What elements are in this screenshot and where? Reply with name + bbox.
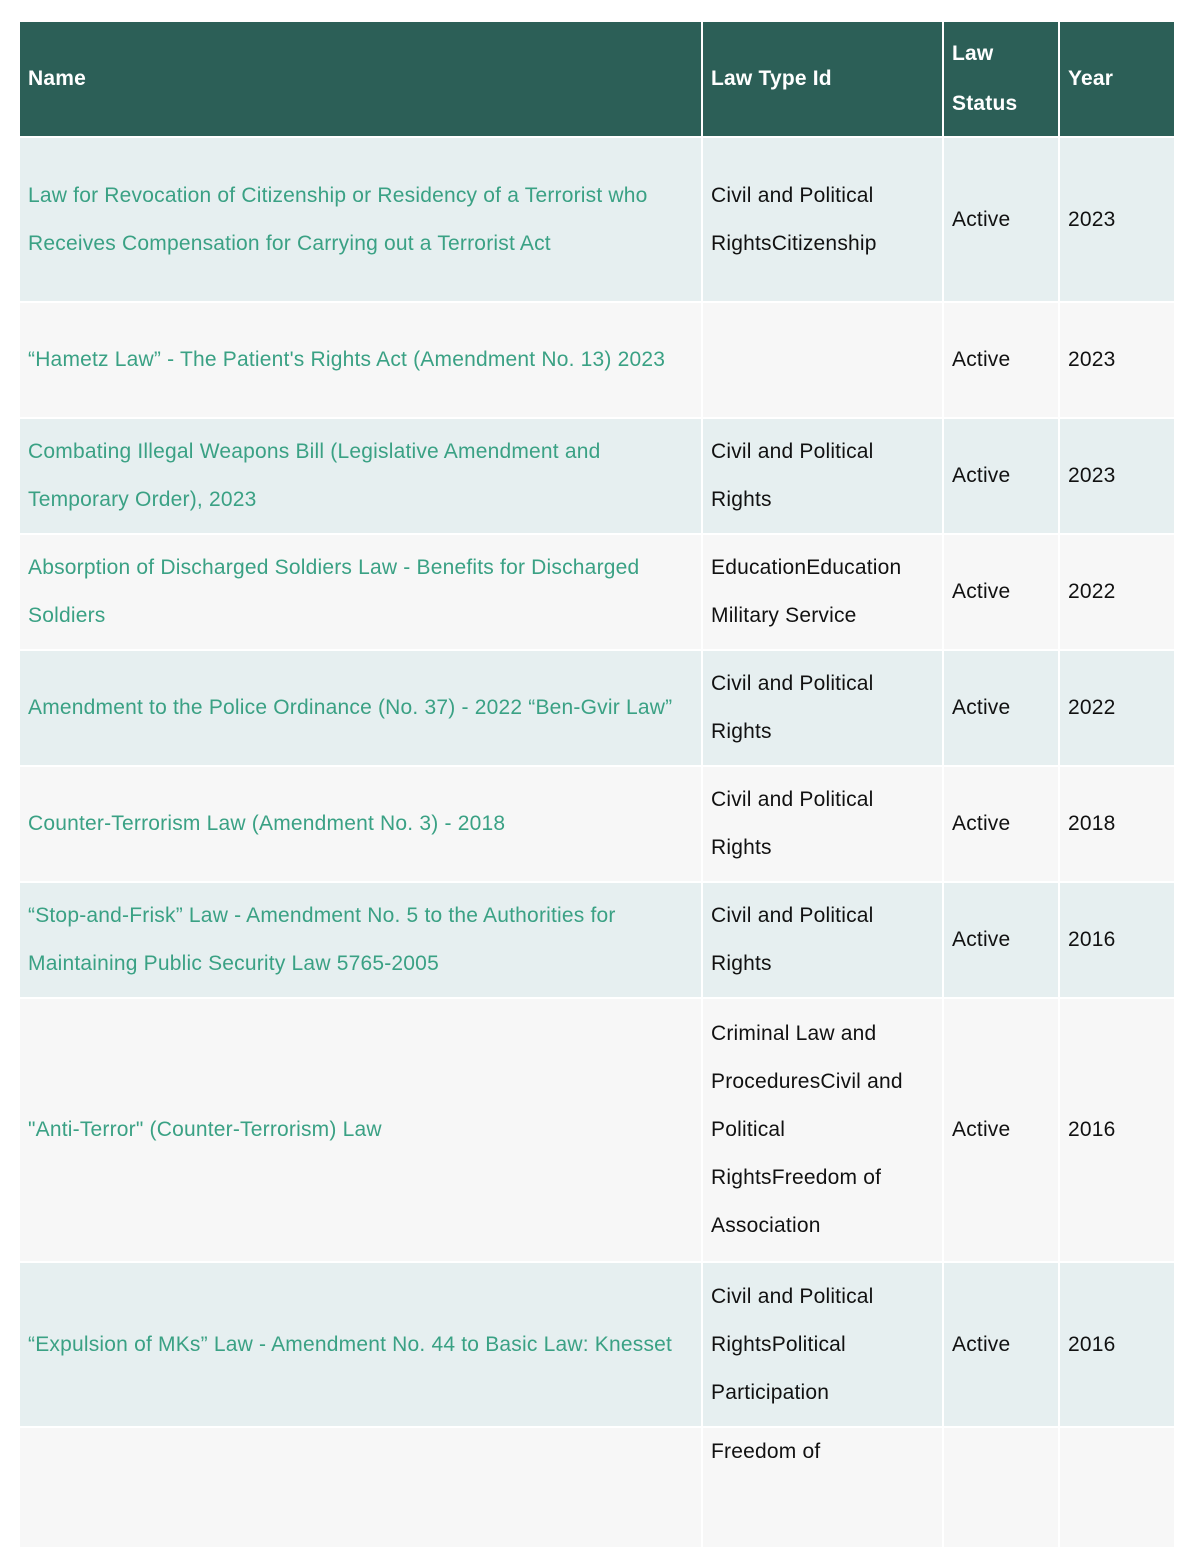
cell-status: Active	[943, 650, 1059, 766]
cell-law-type: Civil and Political Rights	[702, 766, 943, 882]
law-link[interactable]: "Anti-Terror" (Counter-Terrorism) Law	[28, 1118, 382, 1141]
laws-table	[20, 22, 1174, 1547]
cell-law-type: Criminal Law and ProceduresCivil and Political RightsFreedom of Association	[702, 998, 943, 1262]
law-link[interactable]: Amendment to the Police Ordinance (No. 37) - 2022 “Ben-Gvir Law”	[28, 696, 673, 719]
table-row	[20, 650, 1174, 766]
law-link[interactable]: Combating Illegal Weapons Bill (Legislative Amendment and Temporary Order), 2023	[28, 440, 601, 511]
cell-name	[20, 766, 702, 882]
cell-name	[20, 650, 702, 766]
table-row	[20, 1262, 1174, 1427]
header-name[interactable]: Name	[20, 22, 702, 137]
table-row	[20, 137, 1174, 302]
law-link[interactable]: Absorption of Discharged Soldiers Law - Benefits for Discharged Soldiers	[28, 556, 640, 627]
cell-year: 2018	[1059, 766, 1174, 882]
cell-law-type	[702, 302, 943, 418]
cell-name	[20, 302, 702, 418]
cell-law-type: Civil and Political Rights	[702, 418, 943, 534]
table-row	[20, 1427, 1174, 1547]
header-year[interactable]: Year	[1059, 22, 1174, 137]
table-header-row	[20, 22, 1174, 137]
cell-name	[20, 137, 702, 302]
cell-name	[20, 1262, 702, 1427]
cell-law-type: Civil and Political Rights	[702, 882, 943, 998]
cell-name	[20, 534, 702, 650]
cell-status	[943, 1427, 1059, 1547]
law-link[interactable]: “Hametz Law” - The Patient's Rights Act (Amendment No. 13) 2023	[28, 348, 666, 371]
cell-law-type: Civil and Political RightsCitizenship	[702, 137, 943, 302]
cell-status: Active	[943, 1262, 1059, 1427]
cell-year: 2023	[1059, 418, 1174, 534]
cell-year: 2016	[1059, 998, 1174, 1262]
cell-year	[1059, 1427, 1174, 1547]
cell-status: Active	[943, 418, 1059, 534]
table-row	[20, 882, 1174, 998]
cell-status: Active	[943, 766, 1059, 882]
laws-table-container	[20, 22, 1174, 1547]
header-law-status[interactable]: Law Status	[943, 22, 1059, 137]
cell-year: 2016	[1059, 1262, 1174, 1427]
cell-name	[20, 418, 702, 534]
cell-law-type: EducationEducation Military Service	[702, 534, 943, 650]
cell-law-type: Civil and Political RightsPolitical Participation	[702, 1262, 943, 1427]
cell-law-type: Freedom of	[702, 1427, 943, 1547]
cell-status: Active	[943, 534, 1059, 650]
law-link[interactable]: Counter-Terrorism Law (Amendment No. 3) - 2018	[28, 812, 506, 835]
cell-year: 2023	[1059, 137, 1174, 302]
table-row	[20, 418, 1174, 534]
table-row	[20, 534, 1174, 650]
cell-name	[20, 1427, 702, 1547]
cell-year: 2022	[1059, 650, 1174, 766]
cell-status: Active	[943, 998, 1059, 1262]
cell-year: 2022	[1059, 534, 1174, 650]
cell-year: 2016	[1059, 882, 1174, 998]
cell-status: Active	[943, 882, 1059, 998]
cell-name	[20, 998, 702, 1262]
table-row	[20, 302, 1174, 418]
cell-status: Active	[943, 302, 1059, 418]
table-row	[20, 766, 1174, 882]
cell-status: Active	[943, 137, 1059, 302]
table-row	[20, 998, 1174, 1262]
cell-year: 2023	[1059, 302, 1174, 418]
cell-law-type: Civil and Political Rights	[702, 650, 943, 766]
law-link[interactable]: “Stop-and-Frisk” Law - Amendment No. 5 to the Authorities for Maintaining Public Security Law 5765-2005	[28, 904, 616, 975]
cell-name	[20, 882, 702, 998]
law-link[interactable]: “Expulsion of MKs” Law - Amendment No. 44 to Basic Law: Knesset	[28, 1332, 673, 1356]
header-law-type-id[interactable]: Law Type Id	[702, 22, 943, 137]
law-link[interactable]: Law for Revocation of Citizenship or Residency of a Terrorist who Receives Compensation for Carrying out a Terrorist Act	[28, 183, 648, 255]
